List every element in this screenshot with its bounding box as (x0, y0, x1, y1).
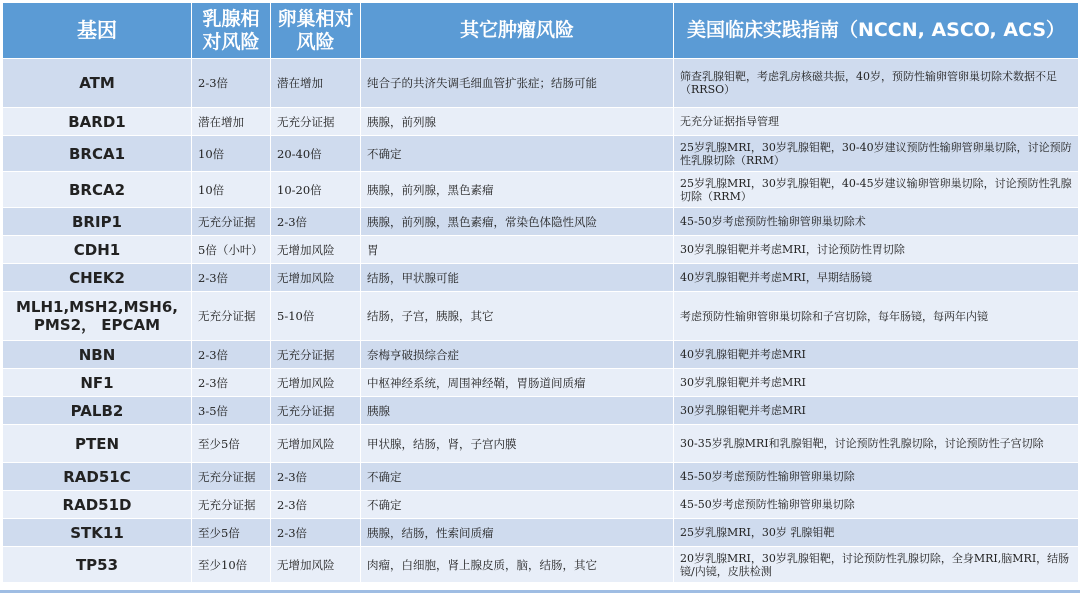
breast-risk-cell: 10倍 (192, 172, 271, 208)
breast-risk-cell: 2-3倍 (192, 341, 271, 369)
gene-cell: PALB2 (3, 397, 192, 425)
guideline-cell: 30岁乳腺钼靶并考虑MRI (674, 369, 1079, 397)
table-row (3, 172, 1079, 208)
guideline-cell: 30岁乳腺钼靶并考虑MRI，讨论预防性胃切除 (674, 236, 1079, 264)
gene-cell: RAD51D (3, 491, 192, 519)
guideline-cell: 45-50岁考虑预防性输卵管卵巢切除 (674, 463, 1079, 491)
other-risk-cell: 甲状腺，结肠，肾，子宫内膜 (361, 425, 674, 463)
table-row (3, 369, 1079, 397)
header-breast-risk: 乳腺相对风险 (192, 3, 271, 59)
ovary-risk-cell: 无增加风险 (271, 236, 361, 264)
ovary-risk-cell: 无增加风险 (271, 547, 361, 583)
breast-risk-cell: 2-3倍 (192, 369, 271, 397)
gene-cell: CDH1 (3, 236, 192, 264)
gene-cell: MLH1,MSH2,MSH6, PMS2， EPCAM (3, 292, 192, 341)
table-row (3, 59, 1079, 108)
ovary-risk-cell: 2-3倍 (271, 463, 361, 491)
breast-risk-cell: 5倍（小叶） (192, 236, 271, 264)
breast-risk-cell: 无充分证据 (192, 463, 271, 491)
ovary-risk-cell: 2-3倍 (271, 491, 361, 519)
guideline-cell: 30岁乳腺钼靶并考虑MRI (674, 397, 1079, 425)
breast-risk-cell: 无充分证据 (192, 292, 271, 341)
guideline-cell: 20岁乳腺MRI，30岁乳腺钼靶，讨论预防性乳腺切除，全身MRI,脑MRI，结肠镜/内镜，皮肤检测 (674, 547, 1079, 583)
breast-risk-cell: 潜在增加 (192, 108, 271, 136)
breast-risk-cell: 至少5倍 (192, 425, 271, 463)
table-row (3, 264, 1079, 292)
ovary-risk-cell: 潜在增加 (271, 59, 361, 108)
breast-risk-cell: 10倍 (192, 136, 271, 172)
ovary-risk-cell: 2-3倍 (271, 519, 361, 547)
guideline-cell: 筛查乳腺钼靶，考虑乳房核磁共振，40岁，预防性输卵管卵巢切除术数据不足（RRSO） (674, 59, 1079, 108)
table-row (3, 236, 1079, 264)
other-risk-cell: 胰腺，前列腺 (361, 108, 674, 136)
guideline-cell: 无充分证据指导管理 (674, 108, 1079, 136)
ovary-risk-cell: 无增加风险 (271, 425, 361, 463)
breast-risk-cell: 3-5倍 (192, 397, 271, 425)
gene-cell: BRCA1 (3, 136, 192, 172)
breast-risk-cell: 2-3倍 (192, 59, 271, 108)
gene-cell: CHEK2 (3, 264, 192, 292)
table-row (3, 491, 1079, 519)
other-risk-cell: 不确定 (361, 491, 674, 519)
table-row (3, 547, 1079, 583)
other-risk-cell: 结肠，甲状腺可能 (361, 264, 674, 292)
other-risk-cell: 胃 (361, 236, 674, 264)
breast-risk-cell: 无充分证据 (192, 208, 271, 236)
guideline-cell: 40岁乳腺钼靶并考虑MRI (674, 341, 1079, 369)
other-risk-cell: 纯合子的共济失调毛细血管扩张症；结肠可能 (361, 59, 674, 108)
table-row (3, 425, 1079, 463)
header-guideline: 美国临床实践指南（NCCN, ASCO, ACS） (674, 3, 1079, 59)
ovary-risk-cell: 20-40倍 (271, 136, 361, 172)
other-risk-cell: 胰腺 (361, 397, 674, 425)
header-gene: 基因 (3, 3, 192, 59)
table-row (3, 341, 1079, 369)
gene-cell: ATM (3, 59, 192, 108)
other-risk-cell: 不确定 (361, 463, 674, 491)
ovary-risk-cell: 无充分证据 (271, 341, 361, 369)
guideline-cell: 45-50岁考虑预防性输卵管卵巢切除 (674, 491, 1079, 519)
gene-cell: PTEN (3, 425, 192, 463)
ovary-risk-cell: 无增加风险 (271, 369, 361, 397)
gene-cell: NBN (3, 341, 192, 369)
gene-cell: RAD51C (3, 463, 192, 491)
other-risk-cell: 肉瘤，白细胞，肾上腺皮质，脑，结肠，其它 (361, 547, 674, 583)
header-other-cancer-risk: 其它肿瘤风险 (361, 3, 674, 59)
table-row (3, 292, 1079, 341)
other-risk-cell: 奈梅亨破损综合症 (361, 341, 674, 369)
other-risk-cell: 胰腺，前列腺，黑色素瘤，常染色体隐性风险 (361, 208, 674, 236)
gene-cell: BRCA2 (3, 172, 192, 208)
guideline-cell: 25岁乳腺MRI，30岁乳腺钼靶，40-45岁建议输卵管卵巢切除，讨论预防性乳腺切除（RRM） (674, 172, 1079, 208)
gene-cell: STK11 (3, 519, 192, 547)
guideline-cell: 25岁乳腺MRI，30岁 乳腺钼靶 (674, 519, 1079, 547)
table-row (3, 136, 1079, 172)
table-row (3, 108, 1079, 136)
other-risk-cell: 胰腺，前列腺，黑色素瘤 (361, 172, 674, 208)
table-header-row (3, 3, 1079, 59)
guideline-cell: 40岁乳腺钼靶并考虑MRI，早期结肠镜 (674, 264, 1079, 292)
breast-risk-cell: 至少5倍 (192, 519, 271, 547)
ovary-risk-cell: 2-3倍 (271, 208, 361, 236)
gene-cell: BRIP1 (3, 208, 192, 236)
breast-risk-cell: 无充分证据 (192, 491, 271, 519)
guideline-cell: 25岁乳腺MRI，30岁乳腺钼靶，30-40岁建议预防性输卵管卵巢切除，讨论预防性乳腺切除（RRM） (674, 136, 1079, 172)
table-row (3, 208, 1079, 236)
other-risk-cell: 中枢神经系统，周围神经鞘，胃肠道间质瘤 (361, 369, 674, 397)
guideline-cell: 30-35岁乳腺MRI和乳腺钼靶，讨论预防性乳腺切除，讨论预防性子宫切除 (674, 425, 1079, 463)
guideline-cell: 考虑预防性输卵管卵巢切除和子宫切除，每年肠镜，每两年内镜 (674, 292, 1079, 341)
gene-cell: TP53 (3, 547, 192, 583)
ovary-risk-cell: 无充分证据 (271, 397, 361, 425)
other-risk-cell: 胰腺，结肠，性索间质瘤 (361, 519, 674, 547)
gene-cell: BARD1 (3, 108, 192, 136)
ovary-risk-cell: 无充分证据 (271, 108, 361, 136)
breast-risk-cell: 至少10倍 (192, 547, 271, 583)
gene-risk-table (2, 2, 1079, 583)
table-row (3, 397, 1079, 425)
gene-cell: NF1 (3, 369, 192, 397)
ovary-risk-cell: 5-10倍 (271, 292, 361, 341)
breast-risk-cell: 2-3倍 (192, 264, 271, 292)
table-row (3, 463, 1079, 491)
header-ovary-risk: 卵巢相对风险 (271, 3, 361, 59)
other-risk-cell: 结肠，子宫，胰腺，其它 (361, 292, 674, 341)
ovary-risk-cell: 无增加风险 (271, 264, 361, 292)
guideline-cell: 45-50岁考虑预防性输卵管卵巢切除术 (674, 208, 1079, 236)
ovary-risk-cell: 10-20倍 (271, 172, 361, 208)
other-risk-cell: 不确定 (361, 136, 674, 172)
table-row (3, 519, 1079, 547)
